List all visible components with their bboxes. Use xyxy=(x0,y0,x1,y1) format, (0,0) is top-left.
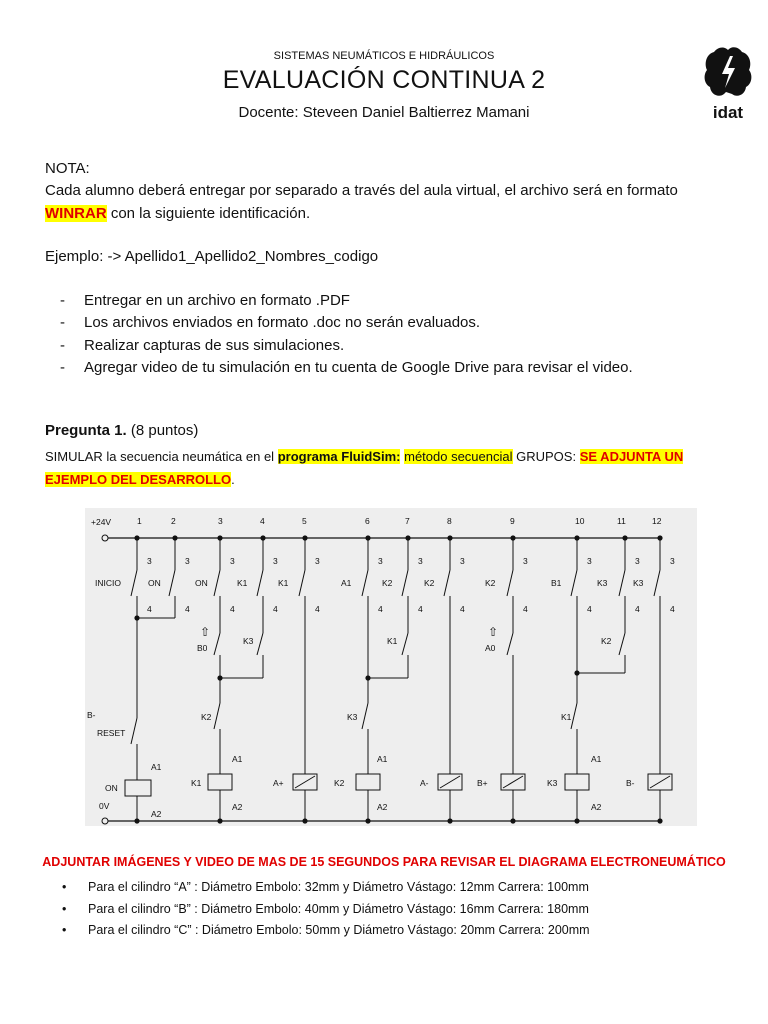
svg-text:A2: A2 xyxy=(591,802,602,812)
nota-line-2 xyxy=(45,205,310,222)
list-item: - Agregar video de tu simulación en tu cuenta de Google Drive para revisar el video. xyxy=(60,359,633,376)
column-number: 4 xyxy=(260,516,265,526)
column-number: 6 xyxy=(365,516,370,526)
svg-text:A2: A2 xyxy=(377,802,388,812)
teacher-name: Docente: Steveen Daniel Baltierrez Mamani xyxy=(238,104,530,121)
switch-label: K3 xyxy=(597,578,608,588)
contact-label: K2 xyxy=(601,636,612,646)
sensor-label: B0 xyxy=(197,643,208,653)
svg-text:3: 3 xyxy=(523,556,528,566)
list-item: - Los archivos enviados en formato .doc no serán evaluados. xyxy=(60,314,481,331)
svg-text:4: 4 xyxy=(273,604,278,614)
coil-label: A- xyxy=(420,778,429,788)
switch-label: K1 xyxy=(237,578,248,588)
program-highlight: programa FluidSim: xyxy=(277,449,401,464)
question-label: Pregunta 1. xyxy=(45,422,127,439)
svg-text:4: 4 xyxy=(418,604,423,614)
list-item: • Para el cilindro “B” : Diámetro Embolo: 40mm y Diámetro Vástago: 16mm Carrera: 180mm xyxy=(62,902,589,916)
list-item: - Realizar capturas de sus simulaciones. xyxy=(60,337,345,354)
svg-text:3: 3 xyxy=(635,556,640,566)
column-number: 11 xyxy=(617,516,626,526)
supply-bottom-label: 0V xyxy=(99,801,110,811)
switch-label: B1 xyxy=(551,578,562,588)
coil-label: A+ xyxy=(273,778,284,788)
switch-label: K3 xyxy=(633,578,644,588)
nota-line-2-rest: con la siguiente identificación. xyxy=(106,205,311,222)
coil-label: K1 xyxy=(191,778,202,788)
question-instructions-1: SIMULAR la secuencia neumática en el programa FluidSim: método secuencial GRUPOS: SE ADJUNTA UN xyxy=(45,449,684,464)
switch-label: ON xyxy=(195,578,208,588)
svg-text:4: 4 xyxy=(185,604,190,614)
column-number: 12 xyxy=(652,516,662,526)
svg-text:4: 4 xyxy=(635,604,640,614)
svg-text:3: 3 xyxy=(185,556,190,566)
series-label: K2 xyxy=(201,712,212,722)
winrar-highlight: WINRAR xyxy=(45,205,107,222)
svg-text:3: 3 xyxy=(460,556,465,566)
reset-label: RESET xyxy=(97,728,126,738)
electropneumatic-diagram xyxy=(85,508,697,826)
svg-text:3: 3 xyxy=(670,556,675,566)
svg-text:4: 4 xyxy=(147,604,152,614)
list-item: • Para el cilindro “C” : Diámetro Embolo: 50mm y Diámetro Vástago: 20mm Carrera: 200mm xyxy=(62,923,590,937)
svg-text:4: 4 xyxy=(460,604,465,614)
svg-text:4: 4 xyxy=(315,604,320,614)
naming-example: Ejemplo: -> Apellido1_Apellido2_Nombres_codigo xyxy=(45,248,379,265)
svg-text:3: 3 xyxy=(147,556,152,566)
contact-label: K1 xyxy=(387,636,398,646)
coil-label: K3 xyxy=(547,778,558,788)
svg-text:4: 4 xyxy=(230,604,235,614)
course-name: SISTEMAS NEUMÁTICOS E HIDRÁULICOS xyxy=(273,50,495,62)
svg-text:4: 4 xyxy=(378,604,383,614)
series-label: K1 xyxy=(561,712,572,722)
coil-label: K2 xyxy=(334,778,345,788)
question-points: (8 puntos) xyxy=(126,422,199,439)
idat-logo xyxy=(700,42,756,122)
arrow-up-icon: ⇧ xyxy=(200,625,211,639)
svg-text:4: 4 xyxy=(523,604,528,614)
coil-label: B+ xyxy=(477,778,488,788)
coil-label: ON xyxy=(105,783,118,793)
svg-text:A1: A1 xyxy=(232,754,243,764)
svg-text:4: 4 xyxy=(670,604,675,614)
arrow-up-icon: ⇧ xyxy=(488,625,499,639)
nota-line-1: Cada alumno deberá entregar por separado a través del aula virtual, el archivo será en formato xyxy=(45,182,678,199)
svg-text:A1: A1 xyxy=(377,754,388,764)
svg-text:3: 3 xyxy=(273,556,278,566)
logo-text: idat xyxy=(712,103,744,122)
column-number: 9 xyxy=(510,516,515,526)
switch-label: K2 xyxy=(485,578,496,588)
column-number: 5 xyxy=(302,516,307,526)
list-item: • Para el cilindro “A” : Diámetro Embolo: 32mm y Diámetro Vástago: 12mm Carrera: 100mm xyxy=(62,880,589,894)
supply-top-label: +24V xyxy=(91,517,112,527)
attach-highlight-2: EJEMPLO DEL DESARROLLO xyxy=(45,472,232,487)
switch-label: A1 xyxy=(341,578,352,588)
bminus-label: B- xyxy=(87,710,96,720)
nota-heading: NOTA: xyxy=(45,160,90,177)
list-item: - Entregar en un archivo en formato .PDF xyxy=(60,292,350,309)
column-number: 3 xyxy=(218,516,223,526)
switch-label: INICIO xyxy=(95,578,121,588)
series-label: K3 xyxy=(347,712,358,722)
page-title: EVALUACIÓN CONTINUA 2 xyxy=(222,66,546,94)
column-number: 2 xyxy=(171,516,176,526)
svg-text:3: 3 xyxy=(587,556,592,566)
svg-text:A1: A1 xyxy=(151,762,162,772)
svg-text:4: 4 xyxy=(587,604,592,614)
attachment-instruction: ADJUNTAR IMÁGENES Y VIDEO DE MAS DE 15 SEGUNDOS PARA REVISAR EL DIAGRAMA ELECTRONEUMÁTICO xyxy=(42,855,726,869)
coil-label: B- xyxy=(626,778,635,788)
contact-label: K3 xyxy=(243,636,254,646)
question-instructions-2: EJEMPLO DEL DESARROLLO. xyxy=(45,472,235,487)
switch-label: ON xyxy=(148,578,161,588)
column-number: 10 xyxy=(575,516,585,526)
svg-text:3: 3 xyxy=(378,556,383,566)
column-number: 8 xyxy=(447,516,452,526)
column-number: 1 xyxy=(137,516,142,526)
sensor-label: A0 xyxy=(485,643,496,653)
svg-text:3: 3 xyxy=(315,556,320,566)
switch-label: K2 xyxy=(424,578,435,588)
question-heading xyxy=(45,422,198,439)
column-number: 7 xyxy=(405,516,410,526)
switch-label: K1 xyxy=(278,578,289,588)
switch-label: K2 xyxy=(382,578,393,588)
svg-text:3: 3 xyxy=(230,556,235,566)
svg-text:3: 3 xyxy=(418,556,423,566)
svg-text:A1: A1 xyxy=(591,754,602,764)
svg-text:A2: A2 xyxy=(151,809,162,819)
method-highlight: método secuencial xyxy=(404,449,513,464)
svg-text:A2: A2 xyxy=(232,802,243,812)
attach-highlight-1: SE ADJUNTA UN xyxy=(579,449,684,464)
